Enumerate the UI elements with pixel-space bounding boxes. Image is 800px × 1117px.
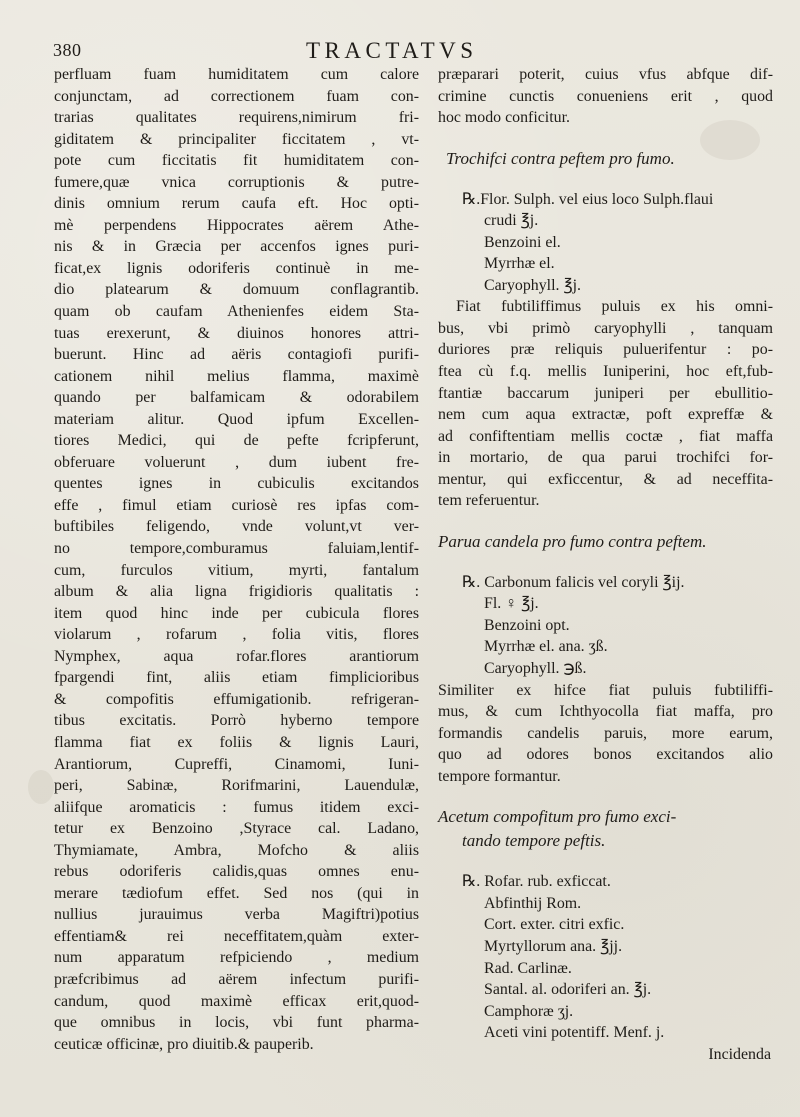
text-line: crimine cunctis conueniens erit , quod bbox=[438, 87, 773, 105]
recipe-line: Caryophyll. ℥j. bbox=[484, 276, 582, 294]
text-line: perfluam fuam humiditatem cum calore bbox=[54, 66, 419, 83]
catchword: Incidenda bbox=[708, 1045, 771, 1063]
text-line: tibus excitatis. Porrò hyberno tempore bbox=[54, 712, 419, 730]
text-line: præparari poterit, cuius vfus abfque dif- bbox=[438, 66, 773, 83]
text-line: mè perpendens Hippocrates aërem Athe- bbox=[54, 216, 419, 234]
text-line: buftibiles feligendo, vnde volunt,vt ver- bbox=[54, 518, 419, 536]
left-column bbox=[54, 64, 419, 1055]
text-line: cum, furculos vitium, myrti, fantalum bbox=[54, 561, 419, 579]
recipe-line: ℞. Carbonum falicis vel coryli ℥ij. bbox=[462, 573, 685, 591]
text-line: fpargendi fint, aliis etiam fimplicioribus bbox=[54, 669, 419, 687]
text-line: effentiam& rei neceffitatem,quàm exter- bbox=[54, 927, 419, 945]
text-line: bus, vbi primò caryophylli , tanquam bbox=[438, 319, 773, 337]
text-line: nullius jurauimus verba Magiftri)potius bbox=[54, 906, 419, 924]
text-line: ad confiftentiam mellis coctæ , fiat maffa bbox=[438, 427, 773, 445]
text-line: conjunctam, ad correctionem fuam con- bbox=[54, 87, 419, 105]
text-line: effe , fimul etiam curiosè res ipfas com- bbox=[54, 496, 419, 514]
text-line: dinis omnium rerum caufa eft. Hoc opti- bbox=[54, 195, 419, 213]
recipe-line: Camphoræ ʒj. bbox=[484, 1002, 574, 1020]
text-line: violarum , rofarum , folia vitis, flores bbox=[54, 626, 419, 644]
text-line: pote cum ficcitatis fit humiditatem con- bbox=[54, 152, 419, 170]
recipe-line: ℞. Rofar. rub. exficcat. bbox=[462, 873, 611, 891]
text-line: merare tædiofum effet. Sed nos (qui in bbox=[54, 884, 419, 902]
text-line: materiam alitur. Quod ipfum Excellen- bbox=[54, 410, 419, 428]
running-head: TRACTATVS bbox=[306, 38, 478, 63]
recipe-line: Myrtyllorum ana. ℥jj. bbox=[484, 937, 623, 955]
recipe-line: Rad. Carlinæ. bbox=[484, 959, 572, 977]
text-line: candum, quod maximè efficax erit,quod- bbox=[54, 992, 419, 1010]
text-line: album & alia ligna frigidioris qualitatis : bbox=[54, 583, 419, 601]
text-line: tuas erexerunt, & diuinos honores attri- bbox=[54, 324, 419, 342]
recipe-line: Benzoini el. bbox=[484, 233, 561, 251]
page-number: 380 bbox=[53, 40, 82, 60]
section-heading: tando tempore peftis. bbox=[462, 831, 606, 851]
text-line: mentur, qui exficcentur, & ad neceffita- bbox=[438, 470, 773, 488]
recipe-block bbox=[438, 572, 773, 680]
recipe-block bbox=[438, 871, 773, 1043]
paper-stain bbox=[28, 770, 54, 804]
text-line: formandis candelis paruis, more earum, bbox=[438, 724, 773, 742]
text-line: Arantiorum, Cupreffi, Cinamomi, Iuni- bbox=[54, 755, 419, 773]
text-line: obferuare voluerunt , dum iubent fre- bbox=[54, 453, 419, 471]
text-line: item quod hinc inde per cubicula flores bbox=[54, 604, 419, 622]
text-line: Similiter ex hifce fiat puluis fubtiliffi- bbox=[438, 681, 773, 699]
recipe-line: Benzoini opt. bbox=[484, 616, 570, 634]
text-line: Fiat fubtiliffimus puluis ex his omni- bbox=[456, 298, 773, 316]
text-line: mus, & cum Ichthyocolla fiat maffa, pro bbox=[438, 703, 773, 721]
text-line: tetur ex Benzoino ,Styrace cal. Ladano, bbox=[54, 820, 419, 838]
section-heading: Trochifci contra peftem pro fumo. bbox=[446, 148, 675, 168]
recipe-line: Abfinthij Rom. bbox=[484, 894, 582, 912]
text-line: quam ob caufam Athenienfes eidem Sta- bbox=[54, 303, 419, 321]
text-line: ftantiæ baccarum juniperi per ebullitio- bbox=[438, 384, 773, 402]
text-line: nis & in Græcia per accenfos ignes puri- bbox=[54, 238, 419, 256]
text-line: peri, Sabinæ, Rorifmarini, Lauendulæ, bbox=[54, 777, 419, 795]
text-line: quo ad odores bonos excitandos alio bbox=[438, 746, 773, 764]
text-line: Thymiamate, Ambra, Mofcho & aliis bbox=[54, 841, 419, 859]
text-line: duriores præ reliquis puluerifentur : po- bbox=[438, 341, 773, 359]
recipe-block bbox=[438, 189, 773, 297]
text-line: tiores Medici, qui de pefte fcripferunt, bbox=[54, 432, 419, 450]
text-line: giditatem & principaliter ficcitatem , vt- bbox=[54, 130, 419, 148]
text-line: Nymphex, aqua rofar.flores arantiorum bbox=[54, 647, 419, 665]
section-heading: Acetum compofitum pro fumo exci- bbox=[438, 807, 677, 827]
text-line: tempore formantur. bbox=[438, 767, 561, 785]
text-line: rebus odoriferis calidis,quas omnes enu- bbox=[54, 863, 419, 881]
text-line: dio platearum & domuum conflagrantib. bbox=[54, 281, 419, 299]
text-line: flamma fiat ex foliis & lignis Lauri, bbox=[54, 733, 419, 751]
right-column bbox=[438, 64, 773, 1065]
text-line: trarias qualitates requirens,nimirum fri- bbox=[54, 109, 419, 127]
recipe-line: Cort. exter. citri exfic. bbox=[484, 916, 625, 934]
recipe-line: Santal. al. odoriferi an. ℥j. bbox=[484, 981, 652, 999]
text-line: & compofitis effumigationib. refrigeran- bbox=[54, 690, 419, 708]
section-heading: Parua candela pro fumo contra peftem. bbox=[438, 531, 707, 551]
recipe-line: Fl. ♀ ℥j. bbox=[484, 595, 539, 613]
text-line: quentes ignes in cubiculis excitandos bbox=[54, 475, 419, 493]
text-line: in mortario, de qua parui trochifci for- bbox=[438, 449, 773, 467]
text-line: buerunt. Hinc ad aëris contagiofi purifi- bbox=[54, 346, 419, 364]
text-line: fumere,quæ vnica corruptionis & putre- bbox=[54, 173, 419, 191]
text-line: no tempore,comburamus faluiam,lentif- bbox=[54, 540, 419, 558]
recipe-line: Myrrhæ el. bbox=[484, 255, 555, 273]
text-line: hoc modo conficitur. bbox=[438, 109, 570, 127]
recipe-line: Myrrhæ el. ana. ʒß. bbox=[484, 638, 608, 656]
recipe-line: crudi ℥j. bbox=[484, 212, 539, 230]
text-line: nem cum aqua extractæ, poft expreffæ & bbox=[438, 406, 773, 424]
text-line: que omnibus in locis, vbi funt pharma- bbox=[54, 1014, 419, 1032]
text-line: quando per balfamicam & odorabilem bbox=[54, 389, 419, 407]
text-line: tem referuentur. bbox=[438, 492, 540, 510]
text-line: num apparatum refpiciendo , medium bbox=[54, 949, 419, 967]
text-line: cationem nihil melius flamma, maximè bbox=[54, 367, 419, 385]
recipe-line: ℞.Flor. Sulph. vel eius loco Sulph.flaui bbox=[462, 190, 714, 208]
text-line: ftea cù f.q. mellis Iuniperini, hoc eft,fub- bbox=[438, 363, 773, 381]
text-line: ficat,ex lignis odoriferis continuè in me- bbox=[54, 259, 419, 277]
text-line: præfcribimus ad aërem infectum purifi- bbox=[54, 970, 419, 988]
text-line: ceuticæ officinæ, pro diuitib.& pauperib. bbox=[54, 1035, 314, 1053]
recipe-line: Aceti vini potentiff. Menf. j. bbox=[484, 1024, 665, 1042]
text-line: aliifque aromaticis : fumus itidem exci- bbox=[54, 798, 419, 816]
recipe-line: Caryophyll. ℈ß. bbox=[484, 660, 587, 678]
